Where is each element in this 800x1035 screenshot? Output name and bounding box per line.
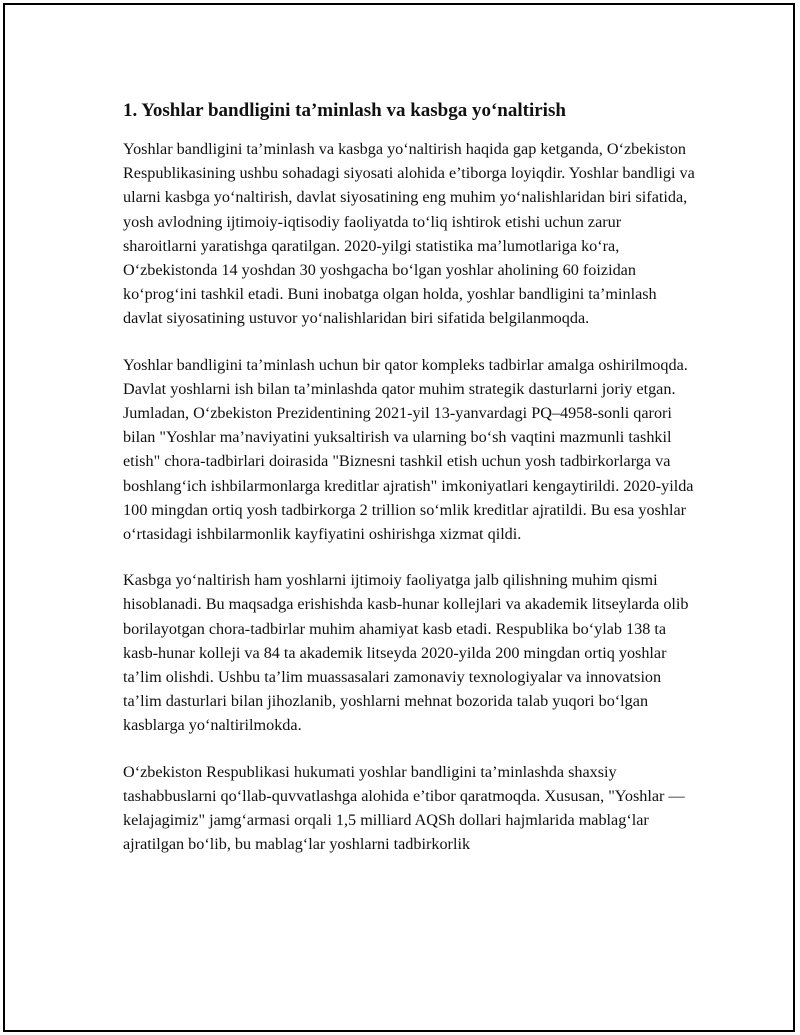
paragraph-1: Yoshlar bandligini ta’minlash va kasbga yo‘naltirish haqida gap ketganda, O‘zbekiston Respublikasining ushbu sohadagi siyosati alohida e’tiborga loyiqdir. Yoshlar bandligi va ularni kasbga yo‘naltirish, davlat siyosatining eng muhim yo‘nalishlaridan biri sifatida, yosh avlodning ijtimoiy-iqtisodiy faoliyatda to‘liq ishtirok etishi uchun zarur sharoitlarni yaratishga qaratilgan. 2020-yilgi statistika ma’lumotlariga ko‘ra, O‘zbekistonda 14 yoshdan 30 yoshgacha bo‘lgan yoshlar aholining 60 foizidan ko‘prog‘ini tashkil etadi. Buni inobatga olgan holda, yoshlar bandligini ta’minlash davlat siyosatining ustuvor yo‘nalishlaridan biri sifatida belgilanmoqda. bbox=[123, 140, 695, 328]
page-frame bbox=[3, 3, 795, 1032]
paragraph-2: Yoshlar bandligini ta’minlash uchun bir qator kompleks tadbirlar amalga oshirilmoqda. Davlat yoshlarni ish bilan ta’minlashda qator muhim strategik dasturlarni joriy etgan. Jumladan, O‘zbekiston Prezidentining 2021-yil 13-yanvardagi PQ–4958-sonli qarori bilan "Yoshlar ma’naviyatini yuksaltirish va ularning bo‘sh vaqtini mazmunli tashkil etish" chora-tadbirlari doirasida "Biznesni tashkil etish uchun yosh tadbirkorlarga va boshlang‘ich ishbilarmonlarga kreditlar ajratish" imkoniyatlari kengaytirildi. 2020-yilda 100 mingdan ortiq yosh tadbirkorga 2 trillion so‘mlik kreditlar ajratildi. Bu esa yoshlar o‘rtasidagi ishbilarmonlik kayfiyatini oshirishga xizmat qildi. bbox=[123, 355, 694, 544]
paragraph-4: O‘zbekiston Respublikasi hukumati yoshlar bandligini ta’minlashda shaxsiy tashabbuslarni qo‘llab-quvvatlashga alohida e’tibor qaratmoqda. Xususan, "Yoshlar — kelajagimiz" jamg‘armasi orqali 1,5 milliard AQSh dollari hajmlarida mablag‘lar ajratilgan bo‘lib, bu mablag‘lar yoshlarni tadbirkorlik bbox=[123, 762, 685, 854]
paragraph-3: Kasbga yo‘naltirish ham yoshlarni ijtimoiy faoliyatga jalb qilishning muhim qismi hisoblanadi. Bu maqsadga erishishda kasb-hunar kollejlari va akademik litseylarda olib borilayotgan chora-tadbirlar muhim ahamiyat kasb etadi. Respublika bo‘ylab 138 ta kasb-hunar kolleji va 84 ta akademik litseyda 2020-yilda 200 mingdan ortiq yoshlar ta’lim olishdi. Ushbu ta’lim muassasalari zamonaviy texnologiyalar va innovatsion ta’lim dasturlari bilan jihozlanib, yoshlarni mehnat bozorida talab yuqori bo‘lgan kasblarga yo‘naltirilmokda. bbox=[123, 571, 689, 735]
document-body bbox=[123, 99, 698, 878]
section-heading: 1. Yoshlar bandligini ta’minlash va kasbga yo‘naltirish bbox=[123, 100, 566, 121]
